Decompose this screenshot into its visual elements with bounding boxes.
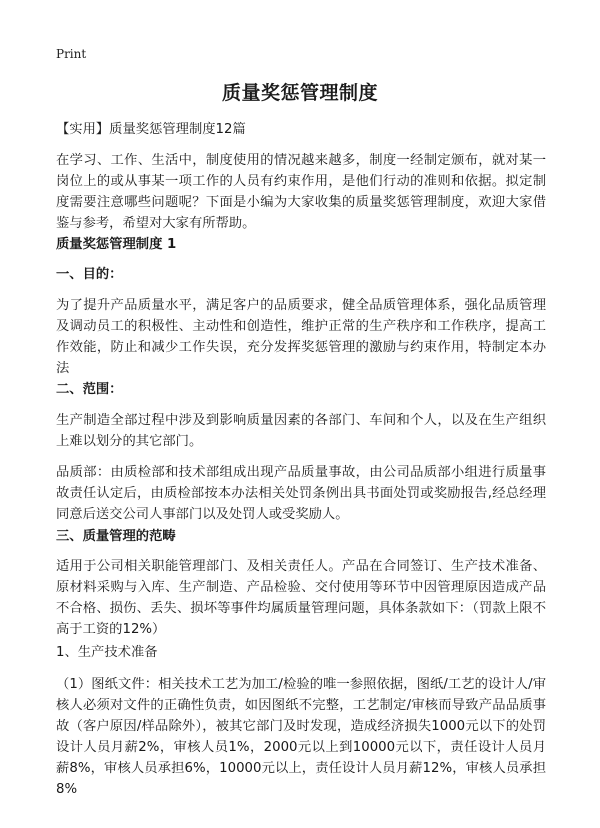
purpose-heading: 一、目的： xyxy=(56,267,123,282)
section-title: 质量奖惩管理制度 1 xyxy=(56,237,177,252)
scope-heading: 二、范围： xyxy=(56,382,123,397)
item-1-1-paragraph: （1）图纸文件：相关技术工艺为加工/检验的唯一参照依据，图纸/工艺的设计人/审核人必须对文件的正确性负责，如因图纸不完整，工艺制定/审核而导致产品品质事故（客户原因/样品除外），被其它部门及时发现，造成经济损失1000元以下的处罚设计人员月薪2%，审核人员1%，2000元以上到10000元以下，责任设计人员月薪8%，审核人员承担6%，10000元以上，责任设计人员月薪12%，审核人员承担8% xyxy=(56,677,546,797)
category-heading: 三、质量管理的范畴 xyxy=(56,529,176,544)
item-1-heading: 1、生产技术准备 xyxy=(56,645,158,660)
document-title: 质量奖惩管理制度 xyxy=(221,82,378,104)
category-paragraph: 适用于公司相关职能管理部门、及相关责任人。产品在合同签订、生产技术准备、原材料采购与入库、生产制造、产品检验、交付使用等环节中因管理原因造成产品不合格、损伤、丢失、损坏等事件均属质量管理问题，具体条款如下：（罚款上限不高于工资的12%） xyxy=(56,559,546,637)
scope-paragraph-1: 生产制造全部过程中涉及到影响质量因素的各部门、车间和个人，以及在生产组织上难以划分的其它部门。 xyxy=(56,413,546,449)
intro-paragraph: 在学习、工作、生活中，制度使用的情况越来越多，制度一经制定颁布，就对某一岗位上的或从事某一项工作的人员有约束作用，是他们行动的准则和依据。拟定制度需要注意哪些问题呢？下面是小编为大家收集的质量奖惩管理制度，欢迎大家借鉴与参考，希望对大家有所帮助。 xyxy=(56,153,546,231)
document-subtitle: 【实用】质量奖惩管理制度12篇 xyxy=(56,122,246,137)
purpose-paragraph: 为了提升产品质量水平，满足客户的品质要求，健全品质管理体系，强化品质管理及调动员工的积极性、主动性和创造性，维护正常的生产秩序和工作秩序，提高工作效能，防止和减少工作失误，充分发挥奖惩管理的激励与约束作用，特制定本办法 xyxy=(56,298,546,376)
scope-paragraph-2: 品质部：由质检部和技术部组成出现产品质量事故，由公司品质部小组进行质量事故责任认定后，由质检部按本办法相关处罚条例出具书面处罚或奖励报告,经总经理同意后送交公司人事部门以及处罚人或受奖励人。 xyxy=(56,465,546,522)
print-link[interactable]: Print xyxy=(56,47,87,61)
